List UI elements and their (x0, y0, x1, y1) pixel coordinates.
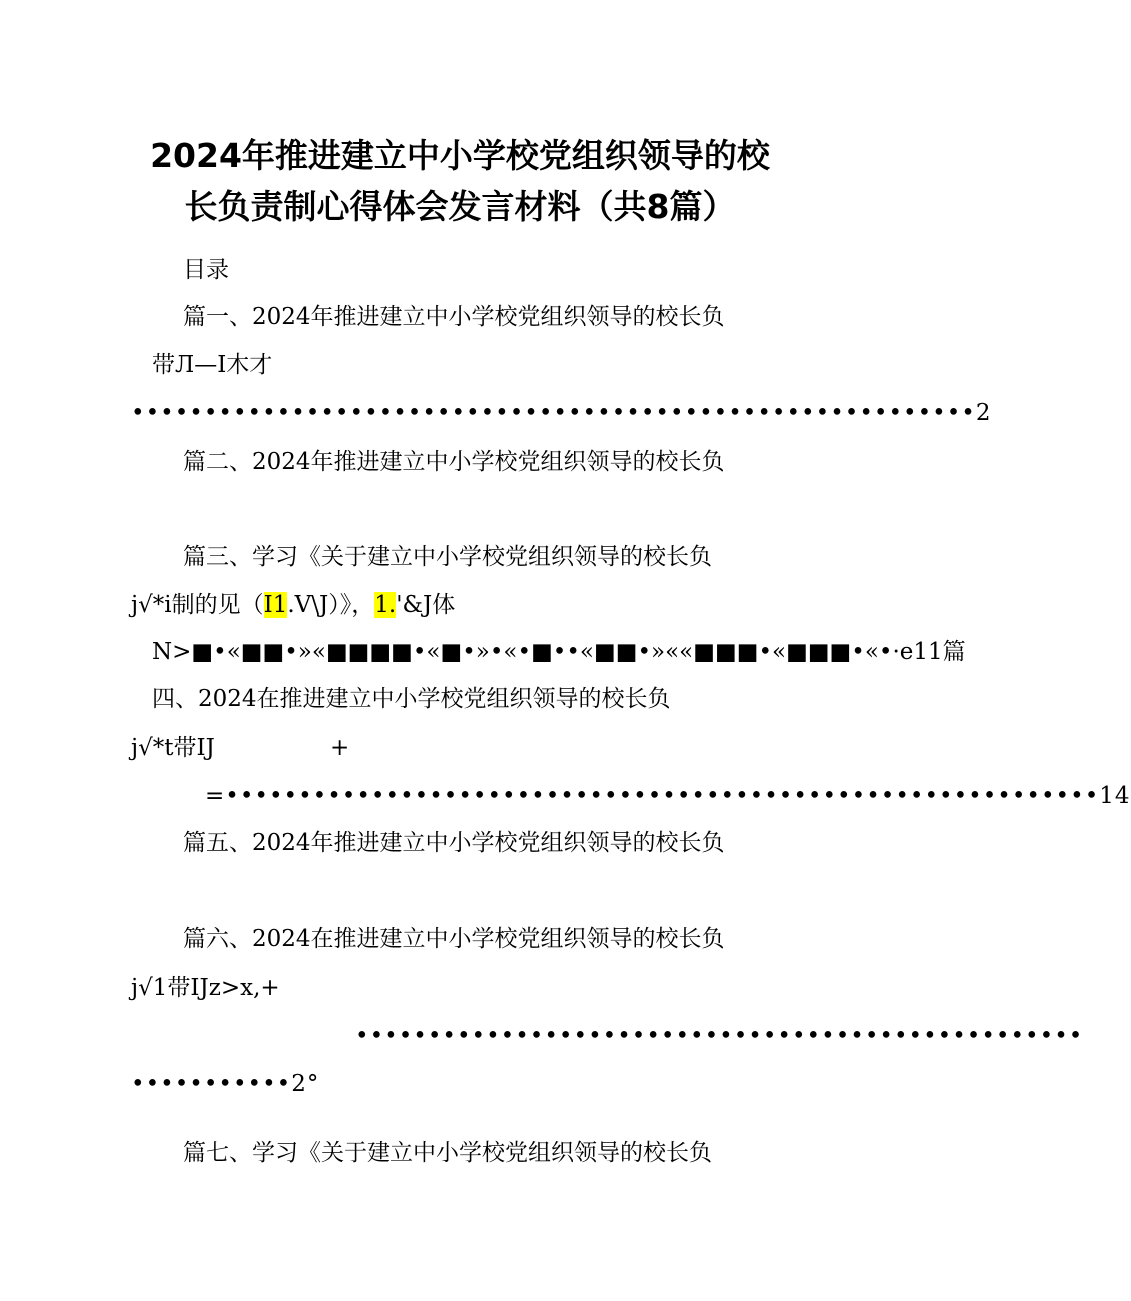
toc-entry-3-continuation (131, 590, 455, 620)
toc-entry-5: 篇五、2024年推进建立中小学校党组织领导的校长负 (183, 830, 725, 856)
toc-entry-3: 篇三、学习《关于建立中小学校党组织领导的校长负 (183, 544, 712, 570)
document-title-line-2: 长负责制心得体会发言材料（共8篇） (184, 187, 736, 226)
toc-entry-2: 篇二、2024年推进建立中小学校党组织领导的校长负 (183, 449, 725, 475)
toc-entry-6-page: •••••••••••2° (131, 1071, 320, 1097)
toc-entry-3-leader: N>■•«■■•»«■■■■•«■•»•«•■••«■■•»««■■■•«■■■•«•·e11篇 (152, 639, 966, 665)
toc-entry-1-leader: ••••••••••••••••••••••••••••••••••••••••••••••••••••••••••2 (131, 400, 992, 426)
toc-entry-4: 四、2024在推进建立中小学校党组织领导的校长负 (152, 686, 671, 712)
toc-entry-3-text-c: '&J体 (396, 592, 456, 618)
highlight-mark-2: 1. (374, 592, 397, 618)
toc-entry-1: 篇一、2024年推进建立中小学校党组织领导的校长负 (183, 304, 725, 330)
toc-entry-4-continuation: j√*t带IJ (131, 735, 215, 761)
toc-entry-4-leader: =••••••••••••••••••••••••••••••••••••••••••••••••••••••••••••14 (205, 783, 1131, 809)
highlight-mark-1: I1 (263, 592, 288, 618)
toc-heading: 目录 (183, 257, 229, 283)
toc-entry-6-continuation: j√1带IJz>x,+ (131, 975, 280, 1001)
toc-entry-4-mark: + (330, 735, 350, 761)
toc-entry-6: 篇六、2024在推进建立中小学校党组织领导的校长负 (183, 926, 725, 952)
toc-entry-1-continuation: 带Л—I木才 (152, 352, 273, 378)
document-title-line-1: 2024年推进建立中小学校党组织领导的校 (150, 136, 770, 175)
toc-entry-3-text-a: j√*i制的见（ (131, 592, 264, 618)
toc-entry-3-text-b: .V\J）》， (287, 592, 375, 618)
toc-entry-6-leader: •••••••••••••••••••••••••••••••••••••••••••••••••• (355, 1023, 1084, 1049)
toc-entry-7: 篇七、学习《关于建立中小学校党组织领导的校长负 (183, 1140, 712, 1166)
